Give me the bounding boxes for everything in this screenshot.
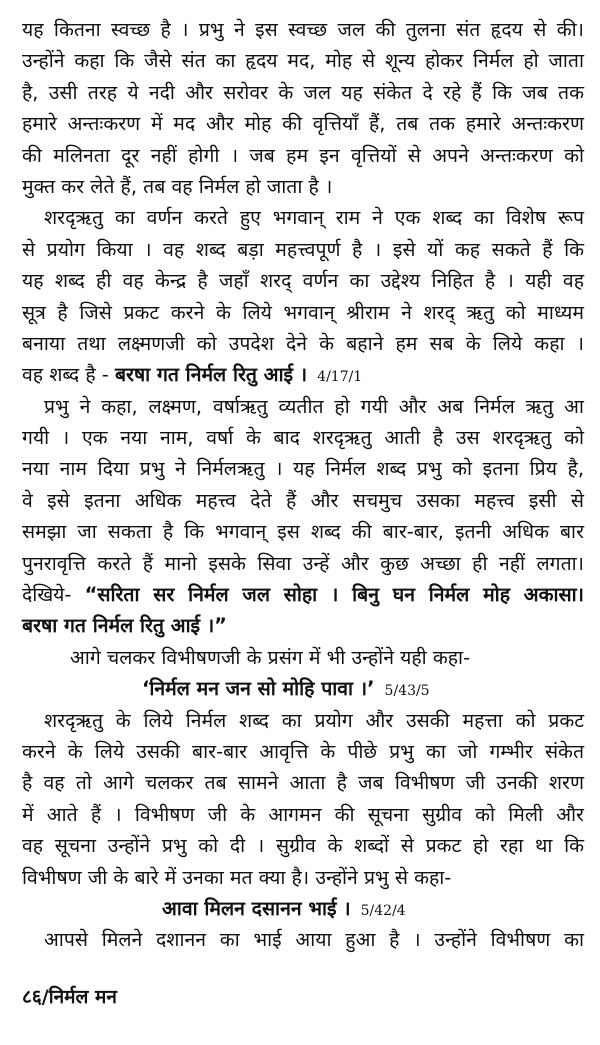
quote-prefix: देखिये-	[22, 583, 85, 607]
text-line: पुनरावृत्ति करते हैं मानो इसके सिवा उन्हें और कुछ अच्छा ही नहीं लगता।	[22, 551, 584, 575]
text-line: वे इसे इतना अधिक महत्त्व देते हैं और सचमुच उसका महत्त्व इसी से	[22, 488, 584, 512]
text-line: नया नाम दिया प्रभु ने निर्मलऋतु । यह निर्मल शब्द प्रभु को इतना प्रिय है,	[22, 457, 584, 481]
text-line: शरदृऋतु के लिये निर्मल शब्द का प्रयोग और उसकी महत्ता को प्रकट	[44, 708, 584, 732]
text-line: यह शब्द ही वह केन्द्र है जहाँ शरद् वर्णन का उद्देश्य निहित है । यही वह	[22, 269, 584, 293]
text-line: बनाया तथा लक्ष्मणजी को उपदेश देने के बहाने हम सब के लिये कहा ।	[22, 331, 584, 355]
text-line: वह सूचना उन्होंने प्रभु को दी । सुग्रीव के शब्दों से प्रकट हो रहा था कि	[22, 834, 584, 858]
verse-text: बरषा गत निर्मल रितु आई ।”	[22, 614, 227, 638]
verse-reference: 5/43/5	[384, 683, 430, 700]
quote-line	[22, 359, 584, 390]
text-line: यह कितना स्वच्छ है । प्रभु ने इस स्वच्छ जल की तुलना संत हृदय से की।	[22, 18, 584, 41]
text-line: करने के लिये उसकी बार-बार आवृत्ति के पीछे प्रभु का जो गम्भीर संकेत	[22, 739, 584, 763]
page-footer: ८६/निर्मल मन	[22, 986, 117, 1008]
text-line: शरदृऋतु का वर्णन करते हुए भगवान् राम ने एक शब्द का विशेष रूप	[44, 206, 584, 230]
verse-reference: 4/17/1	[317, 369, 363, 386]
text-line: सूत्र है जिसे प्रकट करने के लिये भगवान् श्रीराम ने शरद् ऋतु को माध्यम	[22, 300, 584, 324]
text-line: में आते हैं । विभीषण जी के आगमन की सूचना सुग्रीव को मिली और	[22, 802, 584, 826]
verse-text: ‘निर्मल मन जन सो मोहि पावा ।’	[142, 677, 375, 701]
text-line: है वह तो आगे चलकर तब सामने आता है जब विभीषण जी उनकी शरण	[22, 771, 584, 795]
text-line: गयी । एक नया नाम, वर्षा के बाद शरदृऋतु आती है उस शरदृऋतु को	[22, 426, 584, 450]
verse-text: बरषा गत निर्मल रितु आई ।	[114, 363, 308, 387]
quote-line	[22, 893, 584, 924]
text-line: उन्होंने कहा कि जैसे संत का हृदय मद, मोह से शून्य होकर निर्मल हो जाता	[22, 49, 584, 73]
verse-reference: 5/42/4	[360, 902, 406, 919]
text-line: प्रभु ने कहा, लक्ष्मण, वर्षाऋतु व्यतीत हो गयी और अब निर्मल ऋतु आ	[44, 394, 584, 418]
text-line: है, उसी तरह ये नदी और सरोवर के जल यह संकेत दे रहे हैं कि जब तक	[22, 80, 584, 104]
text-line: आगे चलकर विभीषणजी के प्रसंग में भी उन्होंने यही कहा-	[70, 645, 471, 669]
quote-prefix: वह शब्द है -	[22, 363, 115, 387]
text-line: हमारे अन्तःकरण में मद और मोह की वृत्तियाँ हैं, तब तक हमारे अन्तःकरण	[22, 112, 584, 136]
text-line: समझा जा सकता है कि भगवान् इस शब्द की बार-बार, इतनी अधिक बार	[22, 520, 584, 544]
verse-text: “सरिता सर निर्मल जल सोहा । बिनु घन निर्मल मोह अकासा।	[84, 583, 584, 607]
text-line: की मलिनता दूर नहीं होगी । जब हम इन वृत्तियों से अपने अन्तःकरण को	[22, 143, 584, 167]
page-body	[22, 14, 584, 956]
quote-line	[22, 673, 584, 704]
verse-text: आवा मिलन दसानन भाई ।	[162, 896, 351, 920]
quote-line	[22, 579, 584, 610]
text-line: आपसे मिलने दशानन का भाई आया हुआ है । उन्होंने विभीषण का	[44, 928, 584, 952]
text-line: विभीषण जी के बारे में उनका मत क्या है। उन्होंने प्रभु से कहा-	[22, 865, 452, 889]
text-line: मुक्त कर लेते हैं, तब वह निर्मल हो जाता है ।	[22, 174, 333, 198]
text-line: से प्रयोग किया । वह शब्द बड़ा महत्त्वपूर्ण है । इसे यों कह सकते हैं कि	[22, 237, 584, 261]
